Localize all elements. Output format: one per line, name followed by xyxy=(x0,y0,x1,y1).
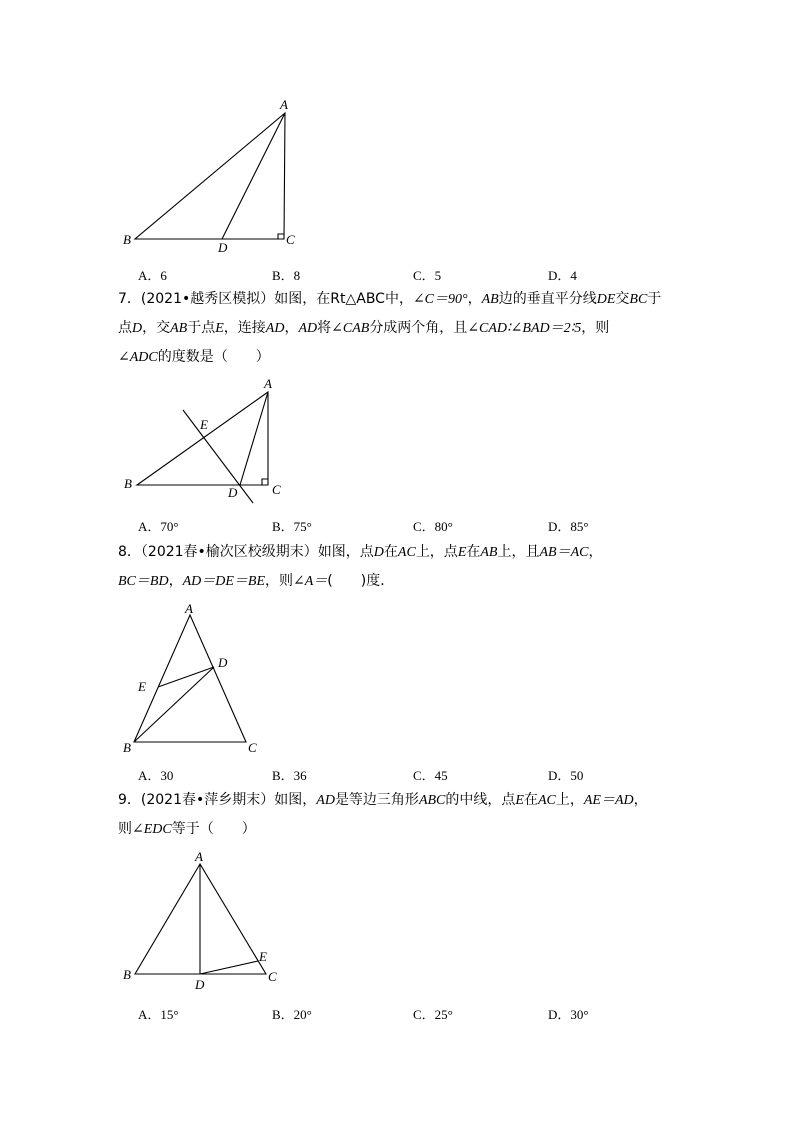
q7-triangle-abc xyxy=(137,392,268,485)
q7-line-3: ∠ADC的度数是（ ） xyxy=(118,349,270,365)
q8-option-d[interactable]: D．50 xyxy=(548,768,584,783)
q6-triangle-figure xyxy=(0,0,794,260)
q9-option-b[interactable]: B．20° xyxy=(272,1007,312,1022)
q8-options xyxy=(138,765,738,783)
q9-segment-de xyxy=(200,961,258,974)
q8-segment-bd xyxy=(134,667,214,742)
q7-question xyxy=(118,285,688,372)
q9-label-e: E xyxy=(259,949,267,964)
q6-label-c: C xyxy=(286,232,295,247)
q6-options xyxy=(138,265,738,283)
q7-option-a[interactable]: A．70° xyxy=(138,519,179,534)
q9-options xyxy=(138,1004,738,1022)
q7-options xyxy=(138,516,738,534)
q6-option-c[interactable]: C．5 xyxy=(413,268,442,283)
q7-perpendicular-bisector-de xyxy=(183,410,253,503)
q9-question xyxy=(118,786,688,844)
q6-triangle-abc xyxy=(135,113,285,239)
q9-label-a: A xyxy=(195,849,203,864)
q9-option-a[interactable]: A．15° xyxy=(138,1007,179,1022)
q8-question xyxy=(118,538,688,596)
q8-option-a[interactable]: A．30 xyxy=(138,768,174,783)
q7-label-e: E xyxy=(200,417,208,432)
q7-option-d[interactable]: D．85° xyxy=(548,519,589,534)
q8-segment-ed xyxy=(158,667,214,687)
q7-label-d: D xyxy=(228,485,238,500)
q8-line-1: 8．（2021春•榆次区校级期末）如图，点D在AC上，点E在AB上，且AB＝AC， xyxy=(118,544,603,560)
q6-label-d: D xyxy=(218,240,228,255)
q8-label-a: A xyxy=(185,601,193,616)
q7-label-b: B xyxy=(124,476,132,491)
q7-line-2: 点D，交AB于点E，连接AD，AD将∠CAB分成两个角，且∠CAD∶∠BAD＝2∶5，则 xyxy=(118,320,610,336)
q8-label-e: E xyxy=(138,679,146,694)
q6-label-a: A xyxy=(280,97,288,112)
q6-option-d[interactable]: D．4 xyxy=(548,268,577,283)
q7-label-c: C xyxy=(272,482,281,497)
q9-line-2: 则∠EDC等于（ ） xyxy=(118,821,256,837)
q7-option-c[interactable]: C．80° xyxy=(413,519,453,534)
q6-option-a[interactable]: A．6 xyxy=(138,268,167,283)
q6-segment-ad xyxy=(222,113,285,239)
q7-line-1: 7．(2021•越秀区模拟）如图，在Rt△ABC中，∠C＝90°，AB边的垂直平分线DE交BC于 xyxy=(118,291,662,307)
q9-triangle-figure xyxy=(0,850,794,990)
q7-option-b[interactable]: B．75° xyxy=(272,519,312,534)
q8-option-b[interactable]: B．36 xyxy=(272,768,307,783)
q9-label-b: B xyxy=(123,967,131,982)
q8-triangle-figure xyxy=(0,600,794,760)
q9-option-d[interactable]: D．30° xyxy=(548,1007,589,1022)
q6-right-angle-mark xyxy=(278,234,284,239)
q8-label-b: B xyxy=(123,740,131,755)
q8-line-2: BC＝BD，AD＝DE＝BE，则∠A＝( )度． xyxy=(118,573,395,589)
q6-label-b: B xyxy=(123,232,131,247)
q9-option-c[interactable]: C．25° xyxy=(413,1007,453,1022)
q7-segment-ad xyxy=(240,392,268,485)
q7-triangle-figure xyxy=(0,370,794,520)
q8-label-d: D xyxy=(218,655,228,670)
q8-label-c: C xyxy=(248,740,257,755)
q7-right-angle-mark xyxy=(262,479,268,485)
q8-option-c[interactable]: C．45 xyxy=(413,768,448,783)
q8-triangle-abc xyxy=(134,615,246,742)
q9-line-1: 9．(2021春•萍乡期末）如图，AD是等边三角形ABC的中线，点E在AC上，AE＝AD， xyxy=(118,792,648,808)
q9-label-d: D xyxy=(195,977,205,992)
q7-label-a: A xyxy=(264,376,272,391)
q6-option-b[interactable]: B．8 xyxy=(272,268,301,283)
q9-label-c: C xyxy=(268,969,277,984)
